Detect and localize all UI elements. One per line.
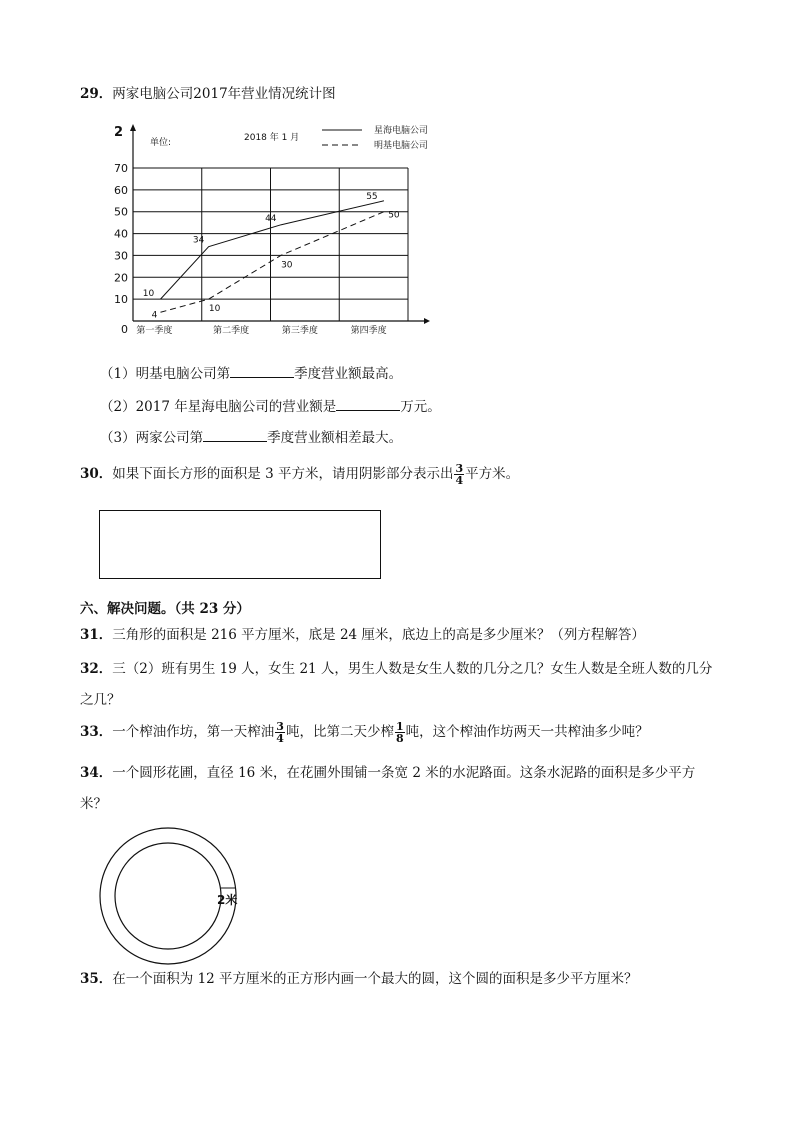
x-axis-arrow (424, 318, 430, 324)
data-label: 4 (151, 310, 158, 321)
data-label: 34 (192, 235, 205, 246)
fraction: $\frac{3}{4}$ (276, 720, 284, 745)
q29-sub3-prefix: （3）两家公司第 (100, 430, 204, 446)
q34-line2: 米？ (80, 796, 107, 812)
y-tick-label: 30 (114, 249, 128, 263)
q29-sub1-prefix: （1）明基电脑公司第 (100, 366, 231, 382)
inner-circle (115, 843, 221, 949)
data-label: 55 (366, 191, 378, 202)
q29-sub1 (100, 362, 402, 382)
answer-blank[interactable] (230, 376, 294, 378)
y-tick-label: 70 (114, 162, 128, 175)
q29-sub3-suffix: 季度营业额相差最大。 (267, 430, 403, 446)
legend-label: 明基电脑公司 (374, 141, 429, 151)
q35-text: 35．在一个面积为 12 平方厘米的正方形内画一个最大的圆，这个圆的面积是多少平方厘米？ (80, 971, 638, 987)
y-tick-label: 60 (114, 183, 128, 197)
ring-figure (98, 828, 248, 968)
fraction: $\frac{1}{8}$ (395, 720, 404, 745)
answer-blank[interactable] (203, 440, 267, 442)
y-tick-label: 20 (114, 271, 128, 285)
data-label: 44 (265, 213, 277, 224)
y-tick-label: 10 (114, 293, 128, 307)
answer-blank[interactable] (336, 409, 400, 411)
unit-label: 单位: (150, 138, 172, 148)
q30-number: 30 (80, 466, 99, 482)
data-label: 10 (142, 289, 155, 300)
x-tick-label: 第二季度 (213, 326, 250, 336)
q29-number: 29 (80, 86, 99, 102)
q33-text: 33．一个榨油作坊，第一天榨油 $\frac{3}{4}$ 吨，比第二天少榨 $\frac{1}{8}$ 吨，这个榨油作坊两天一共榨油多少吨？ (80, 720, 649, 745)
x-tick-label: 第三季度 (281, 326, 318, 336)
q32-line1: 32．三（2）班有男生 19 人，女生 21 人，男生人数是女生人数的几分之几？女生人数是全班人数的几分 (80, 661, 713, 677)
line-chart (108, 118, 438, 343)
legend-label: 星海电脑公司 (374, 126, 429, 136)
q34-line1: 34．一个圆形花圃，直径 16 米，在花圃外围铺一条宽 2 米的水泥路面。这条水泥路的面积是多少平方 (80, 765, 696, 781)
q32-line2: 之几？ (80, 692, 121, 708)
q29-sub2 (100, 395, 441, 415)
data-label: 10 (208, 304, 221, 315)
data-label: 30 (281, 260, 293, 271)
q29-sub3 (100, 426, 402, 446)
y-axis-arrow (130, 124, 136, 131)
q31-text: 31．三角形的面积是 216 平方厘米，底是 24 厘米，底边上的高是多少厘米？（列方程解答） (80, 627, 645, 643)
x-tick-label: 第一季度 (136, 326, 173, 336)
q30-text-after: 平方米。 (465, 466, 520, 482)
width-label: 2米 (217, 893, 238, 907)
q29-sub2-prefix: （2）2017 年星海电脑公司的营业额是 (100, 399, 337, 415)
x-tick-label: 第四季度 (350, 326, 387, 336)
q29-sub1-suffix: 季度营业额最高。 (294, 366, 403, 382)
data-label: 50 (388, 210, 400, 221)
chart-title: 2018 年 1 月 (244, 133, 300, 143)
y-tick-label: 50 (114, 205, 128, 219)
q30-text-before: 如果下面长方形的面积是 3 平方米，请用阴影部分表示出 (112, 466, 454, 482)
fraction: $\frac{3}{4}$ (455, 462, 464, 487)
q29-title: 两家电脑公司2017年营业情况统计图 (112, 86, 336, 102)
section-title: 六、解决问题。（共 23 分） (80, 601, 250, 617)
q30-text: 30．如果下面长方形的面积是 3 平方米，请用阴影部分表示出 $\frac{3}{4}$ 平方米。 (80, 462, 520, 487)
rectangle-figure[interactable] (99, 510, 381, 579)
y-axis-top-label: 2 (114, 125, 124, 140)
outer-circle (100, 828, 236, 964)
q29-sub2-suffix: 万元。 (400, 399, 441, 415)
y-tick-label: 40 (114, 227, 128, 241)
q29-heading: 29．两家电脑公司2017年营业情况统计图 (80, 86, 336, 102)
y-tick-label: 0 (121, 323, 128, 336)
